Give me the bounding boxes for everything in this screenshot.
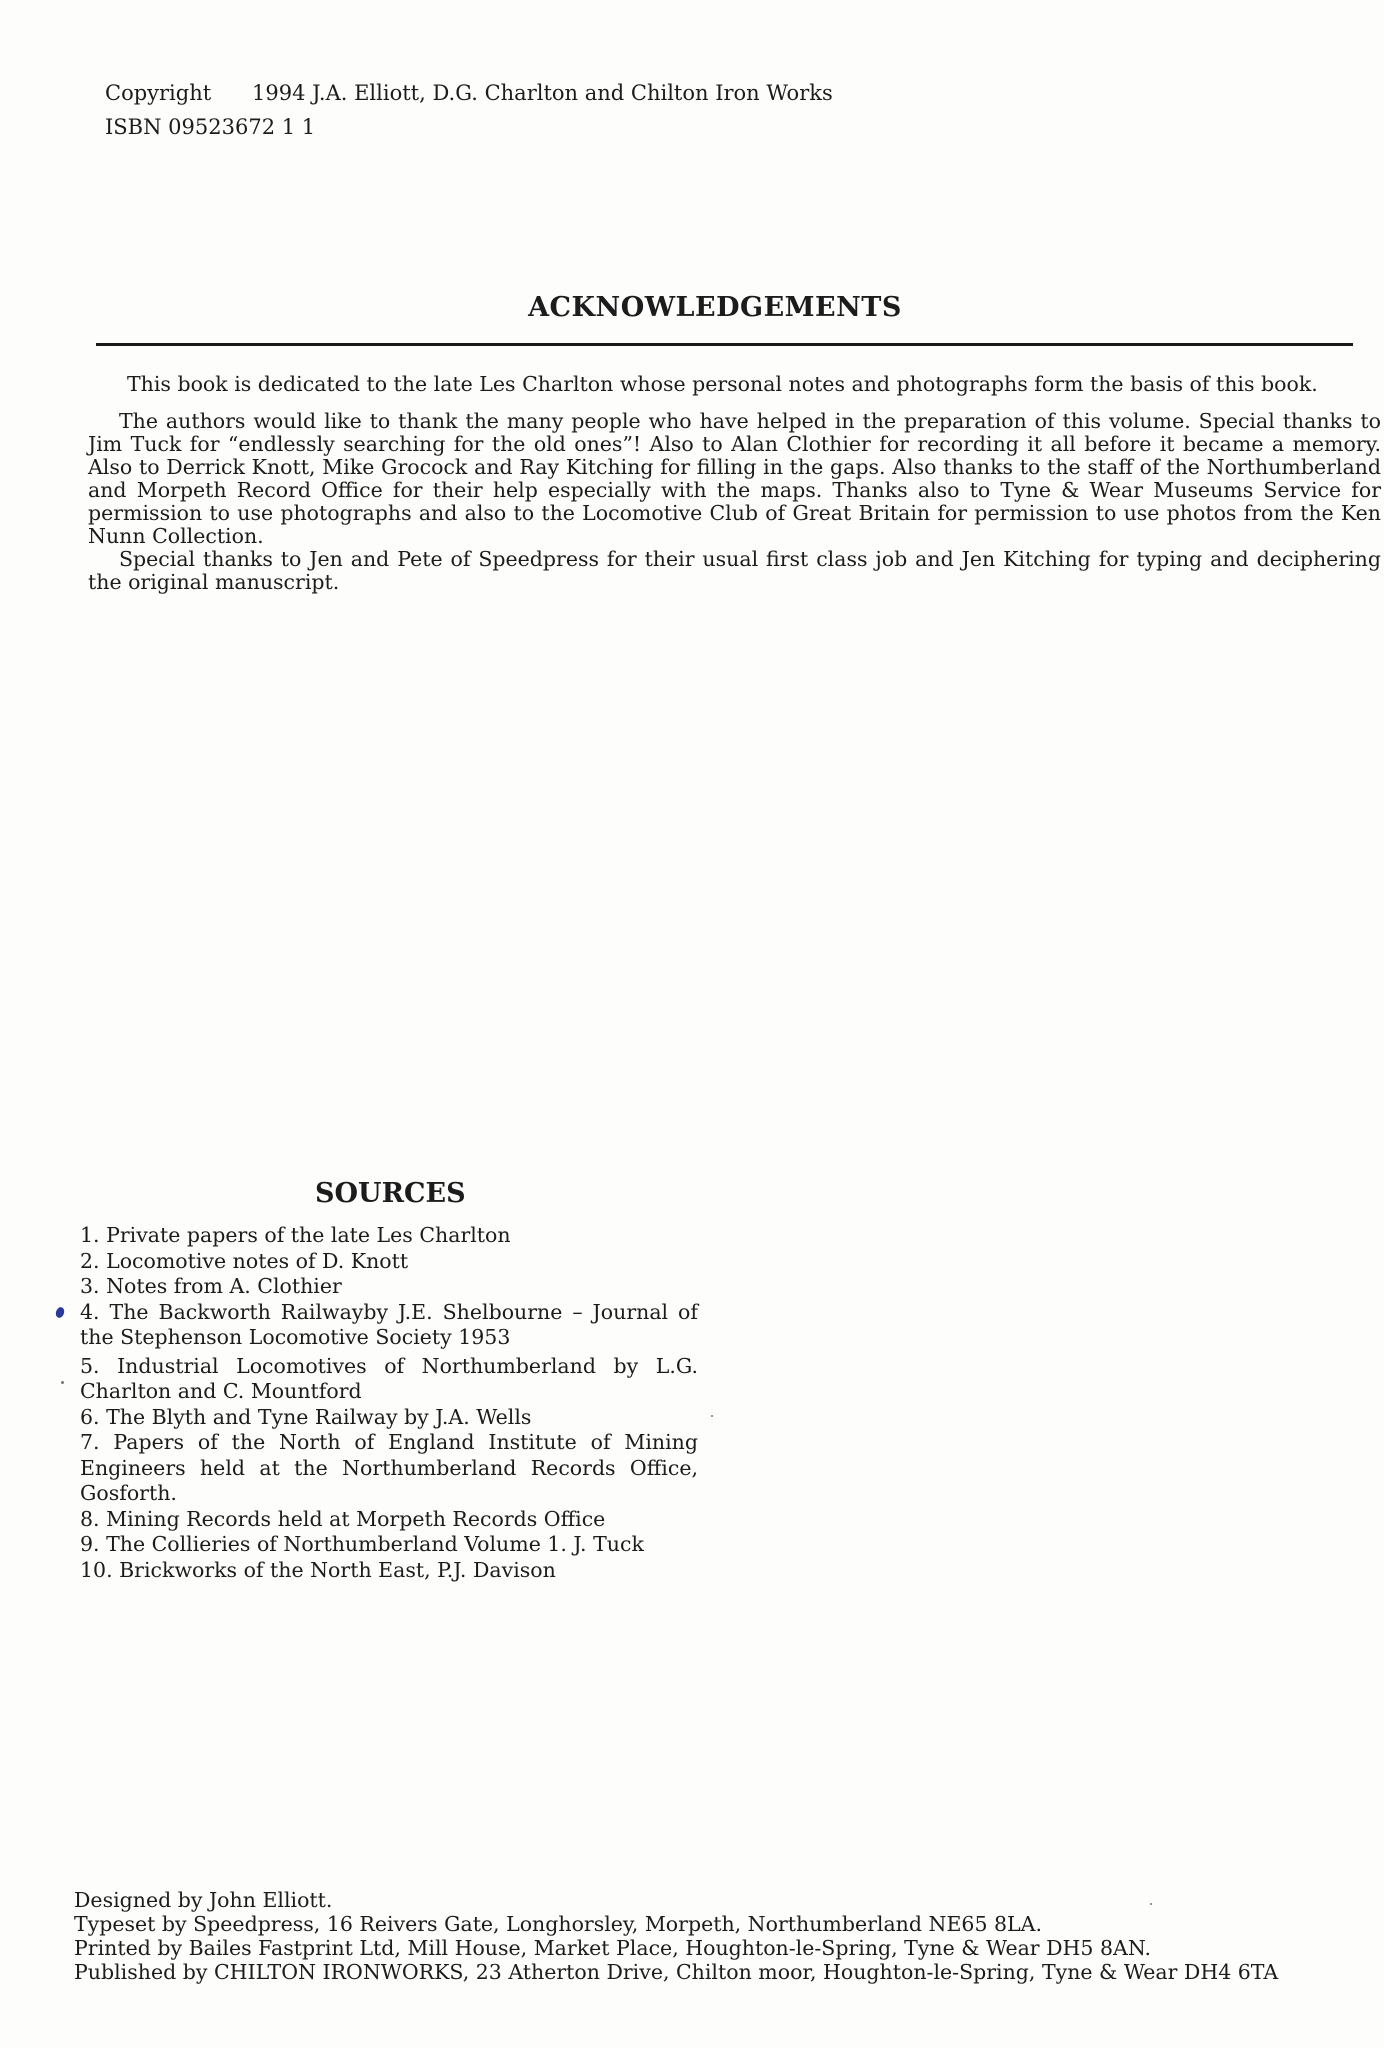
source-item: 8. Mining Records held at Morpeth Records Office [80, 1506, 606, 1531]
paper-speck [61, 1381, 64, 1384]
heading-rule [96, 343, 1353, 346]
source-item: 6. The Blyth and Tyne Railway by J.A. Wells [80, 1404, 532, 1429]
sources-list [80, 1223, 698, 1583]
source-item: 4. The Backworth Railwayby J.E. Shelbourne – Journal of the Stephenson Locomotive Society 1953 [80, 1299, 698, 1349]
acknowledgements-body [88, 373, 1381, 608]
copyright-block [105, 76, 833, 144]
copyright-text: 1994 J.A. Elliott, D.G. Charlton and Chilton Iron Works [252, 81, 833, 105]
paper-speck [711, 1415, 713, 1417]
isbn-line: ISBN 09523672 1 1 [105, 115, 316, 139]
source-item: 10. Brickworks of the North East, P.J. Davison [80, 1557, 556, 1582]
copyright-line [105, 76, 833, 110]
source-item: 3. Notes from A. Clothier [80, 1274, 342, 1298]
source-item: 9. The Collieries of Northumberland Volume 1. J. Tuck [80, 1532, 644, 1556]
source-item: 2. Locomotive notes of D. Knott [80, 1248, 409, 1273]
sources-heading: SOURCES [315, 1178, 466, 1209]
dedication-paragraph: This book is dedicated to the late Les Charlton whose personal notes and photographs form the basis of this book. [127, 372, 1318, 396]
printed-by-line: Printed by Bailes Fastprint Ltd, Mill House, Market Place, Houghton-le-Spring, Tyne & Wear DH5 8AN. [74, 1936, 1151, 1960]
copyright-label: Copyright [105, 81, 212, 105]
speedpress-paragraph: Special thanks to Jen and Pete of Speedpress for their usual first class job and Jen Kitching for typing and deciphering the original manuscript. [88, 547, 1381, 594]
published-by-line: Published by CHILTON IRONWORKS, 23 Atherton Drive, Chilton moor, Houghton-le-Spring, Tyne & Wear DH4 6TA [74, 1960, 1279, 1984]
typeset-by-line: Typeset by Speedpress, 16 Reivers Gate, Longhorsley, Morpeth, Northumberland NE65 8LA. [74, 1912, 1042, 1936]
source-item: 7. Papers of the North of England Institute of Mining Engineers held at the Northumberland Records Office, Gosforth. [80, 1430, 698, 1505]
acknowledgements-heading: ACKNOWLEDGEMENTS [528, 292, 902, 323]
source-item: 5. Industrial Locomotives of Northumberland by L.G. Charlton and C. Mountford [80, 1353, 698, 1403]
thanks-paragraph: The authors would like to thank the many people who have helped in the preparation of this volume. Special thanks to Jim Tuck for “endlessly searching for the old ones”! Also to Alan Clothier for recording it all before it became a memory. Also to Derrick Knott, Mike Grocock and Ray Kitching for filling in the gaps. Also thanks to the staff of the Northumberland and Morpeth Record Office for their help especially with the maps. Thanks also to Tyne & Wear Museums Service for permission to use photographs and also to the Locomotive Club of Great Britain for permission to use photos from the Ken Nunn Collection. [88, 409, 1381, 548]
ink-dot-mark [54, 1306, 65, 1319]
imprint-block [74, 1888, 1278, 1984]
source-item: 1. Private papers of the late Les Charlton [80, 1223, 511, 1247]
designed-by-line: Designed by John Elliott. [74, 1888, 333, 1912]
